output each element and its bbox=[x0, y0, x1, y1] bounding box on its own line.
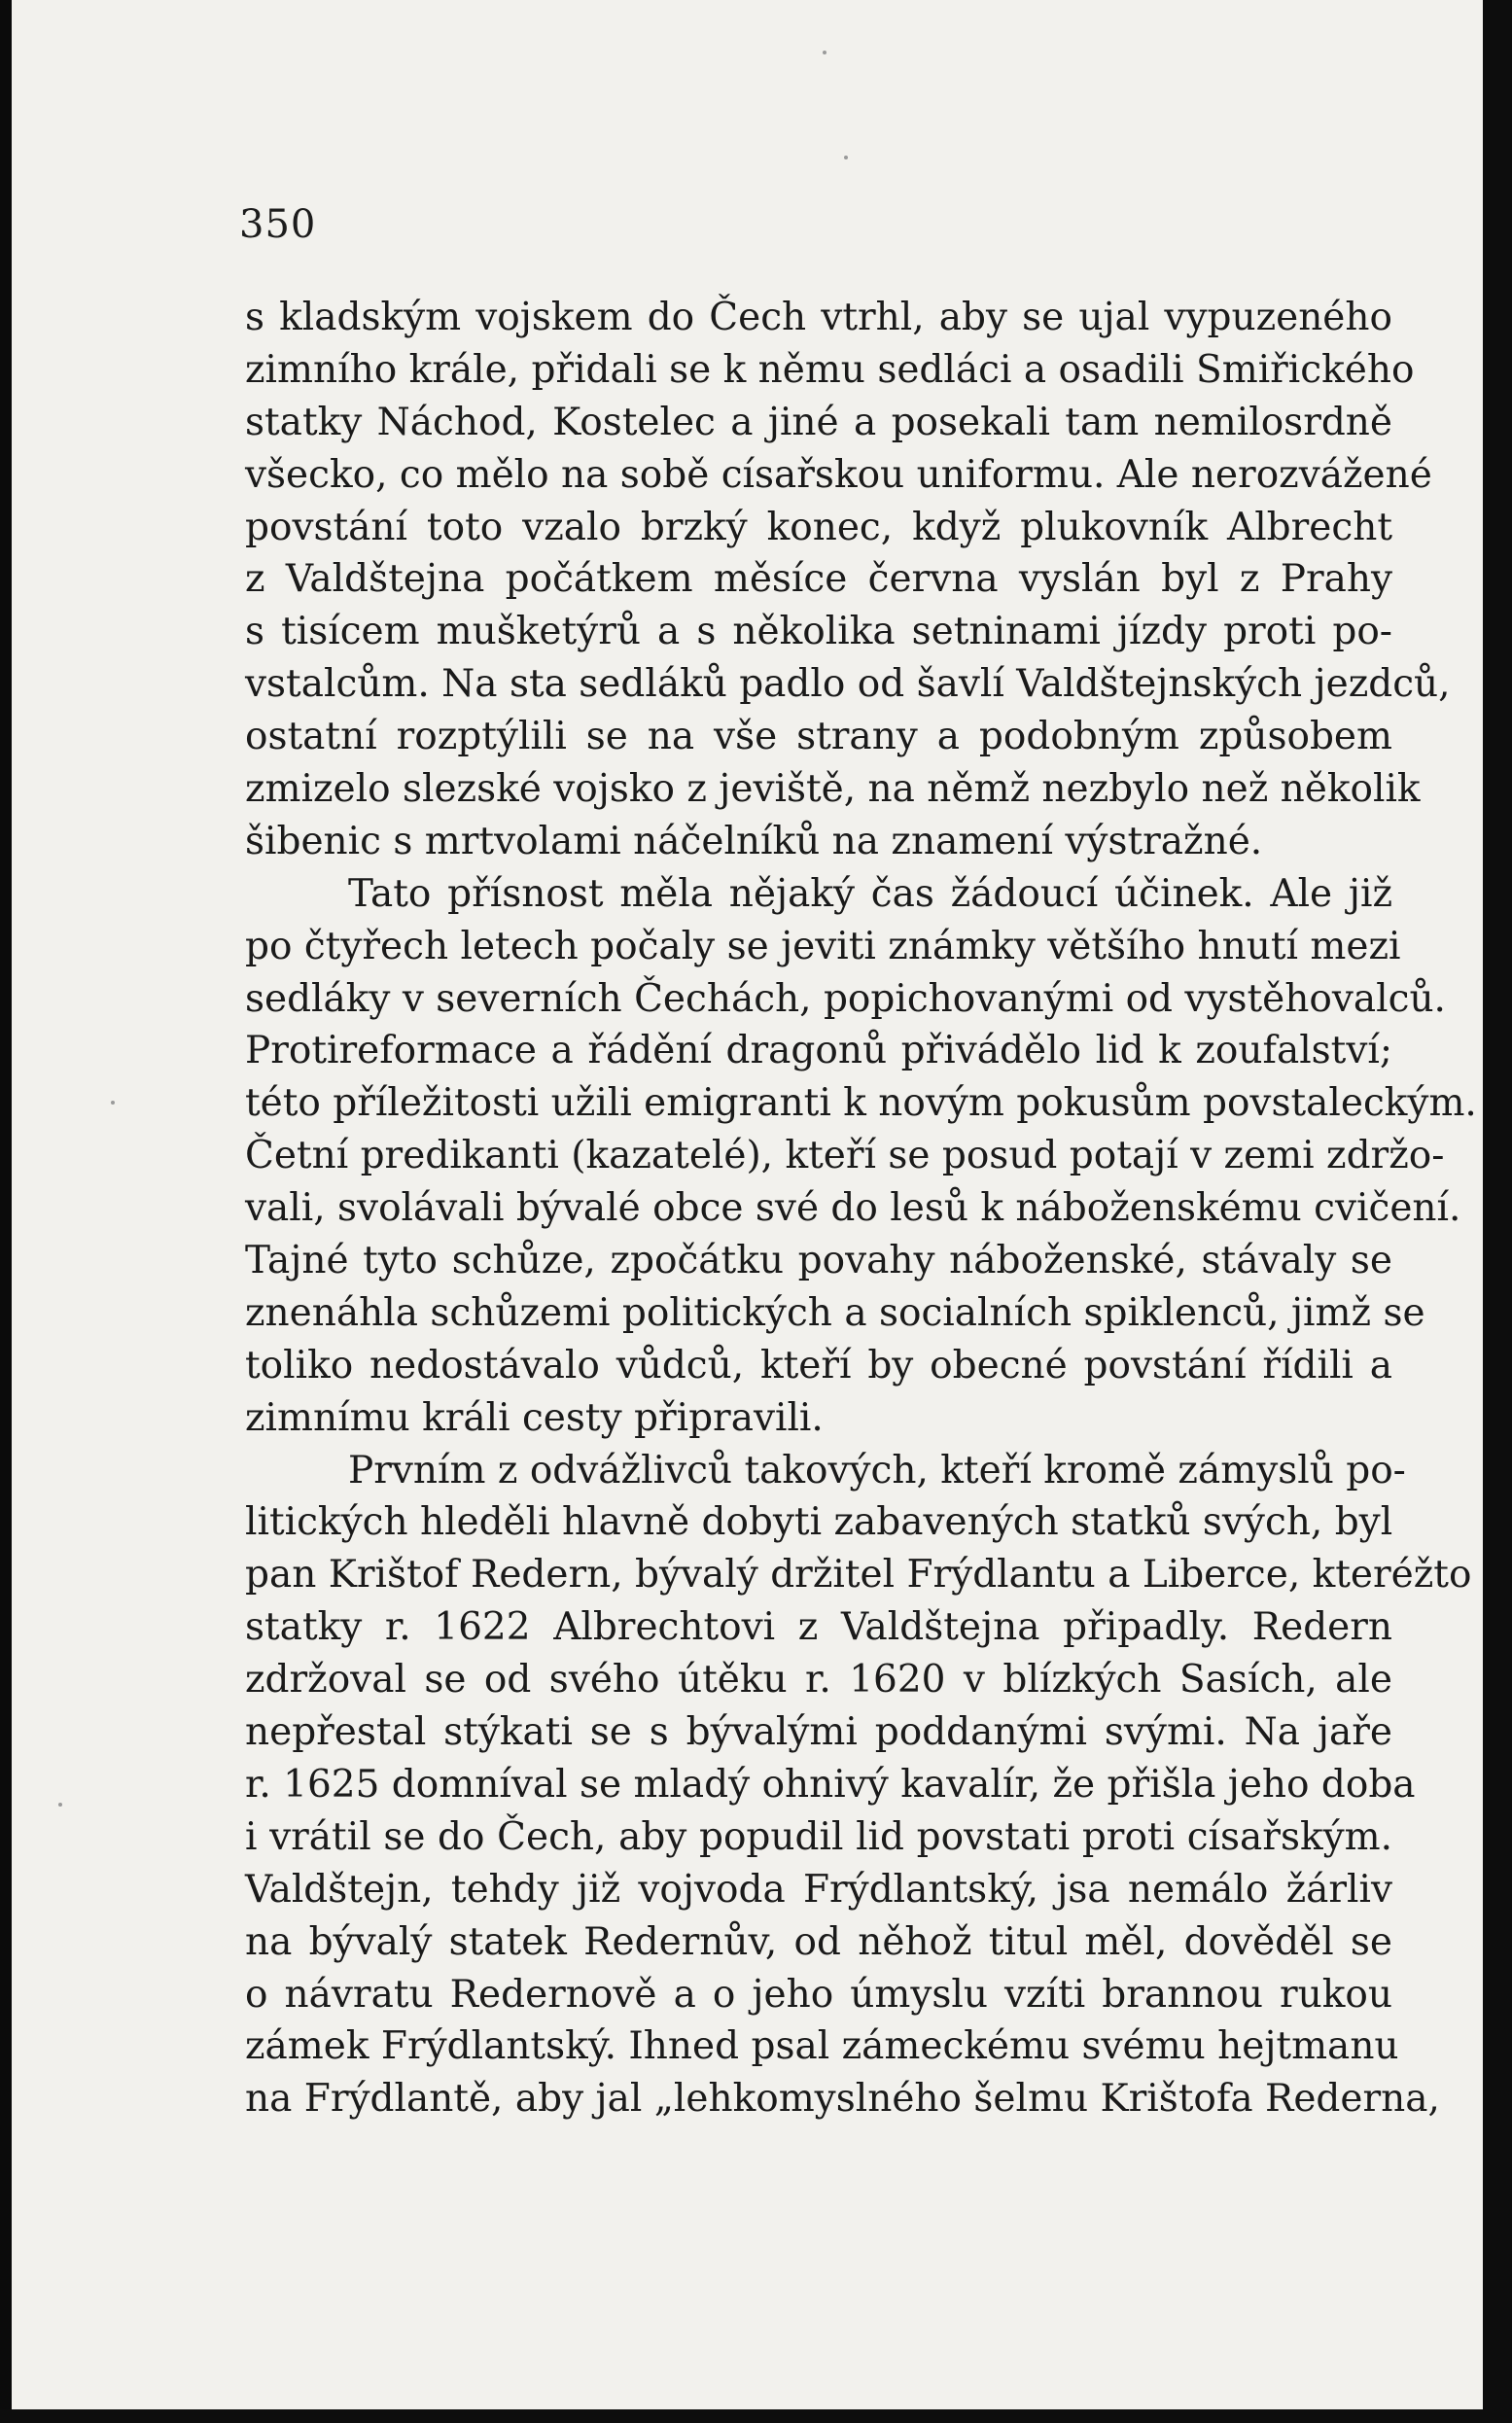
text-line: Tato přísnost měla nějaký čas žádoucí účinek. Ale již bbox=[348, 871, 1392, 916]
text-line: Tajné tyto schůze, zpočátku povahy náboženské, stávaly se bbox=[245, 1239, 1392, 1283]
paper-speck bbox=[844, 156, 848, 159]
paper-speck bbox=[58, 1803, 62, 1807]
text-line: šibenic s mrtvolami náčelníků na znamení výstražné. bbox=[245, 819, 1263, 863]
text-line: nepřestal stýkati se s bývalými poddanými svými. Na jaře bbox=[245, 1710, 1392, 1755]
text-line: toliko nedostávalo vůdců, kteří by obecné povstání řídili a bbox=[245, 1343, 1392, 1387]
text-line: po čtyřech letech počaly se jeviti známky většího hnutí mezi bbox=[245, 924, 1401, 968]
text-line: s tisícem mušketýrů a s několika setninami jízdy proti po- bbox=[245, 610, 1392, 654]
text-line: na Frýdlantě, aby jal „lehkomyslného šelmu Krištofa Rederna, bbox=[245, 2077, 1440, 2122]
text-line: vstalcům. Na sta sedláků padlo od šavlí Valdštejnských jezdců, bbox=[245, 662, 1451, 707]
text-line: litických hleděli hlavně dobyti zabavených statků svých, byl bbox=[245, 1500, 1393, 1545]
paper-speck bbox=[823, 51, 826, 54]
scan-border-bottom bbox=[0, 2409, 1512, 2423]
book-page bbox=[12, 0, 1483, 2409]
text-line: i vrátil se do Čech, aby popudil lid povstati proti císařským. bbox=[245, 1814, 1392, 1859]
text-line: této příležitosti užili emigranti k novým pokusům povstaleckým. bbox=[245, 1081, 1477, 1126]
text-line: zmizelo slezské vojsko z jeviště, na němž nezbylo než několik bbox=[245, 767, 1421, 812]
text-line: statky r. 1622 Albrechtovi z Valdštejna připadly. Redern bbox=[245, 1605, 1392, 1650]
text-line: Četní predikanti (kazatelé), kteří se posud potají v zemi zdržo- bbox=[245, 1134, 1445, 1178]
text-line: vali, svolávali bývalé obce své do lesů k náboženskému cvičení. bbox=[245, 1186, 1461, 1231]
text-line: zámek Frýdlantský. Ihned psal zámeckému svému hejtmanu bbox=[245, 2024, 1399, 2069]
text-line: na bývalý statek Redernův, od něhož titul měl, dověděl se bbox=[245, 1919, 1392, 1964]
text-line: zimnímu králi cesty připravili. bbox=[245, 1395, 824, 1440]
text-line: zdržoval se od svého útěku r. 1620 v blízkých Sasích, ale bbox=[245, 1658, 1392, 1703]
text-line: ostatní rozptýlili se na vše strany a podobným způsobem bbox=[245, 715, 1392, 759]
text-line: povstání toto vzalo brzký konec, když plukovník Albrecht bbox=[245, 505, 1392, 549]
text-line: r. 1625 domníval se mladý ohnivý kavalír, že přišla jeho doba bbox=[245, 1762, 1416, 1807]
text-line: zimního krále, přidali se k němu sedláci a osadili Smiřického bbox=[245, 347, 1415, 392]
scan-border-right bbox=[1483, 0, 1512, 2423]
text-line: statky Náchod, Kostelec a jiné a posekali tam nemilosrdně bbox=[245, 400, 1392, 444]
text-line: sedláky v severních Čechách, popichovanými od vystěhovalců. bbox=[245, 976, 1446, 1021]
body-text bbox=[245, 292, 1477, 2125]
page-number: 350 bbox=[239, 202, 317, 247]
text-line: Prvním z odvážlivců takových, kteří kromě zámyslů po- bbox=[348, 1448, 1406, 1492]
text-line: o návratu Redernově a o jeho úmyslu vzíti brannou rukou bbox=[245, 1972, 1392, 2017]
text-line: Valdštejn, tehdy již vojvoda Frýdlantský, jsa nemálo žárliv bbox=[245, 1867, 1392, 1912]
paper-speck bbox=[111, 1101, 115, 1105]
text-line: s kladským vojskem do Čech vtrhl, aby se ujal vypuzeného bbox=[245, 296, 1392, 339]
text-line: znenáhla schůzemi politických a socialních spiklenců, jimž se bbox=[245, 1290, 1425, 1335]
text-line: všecko, co mělo na sobě císařskou uniformu. Ale nerozvážené bbox=[245, 452, 1432, 497]
text-line: Protireformace a řádění dragonů přivádělo lid k zoufalství; bbox=[245, 1029, 1392, 1073]
text-line: z Valdštejna počátkem měsíce června vyslán byl z Prahy bbox=[245, 557, 1392, 602]
text-line: pan Krištof Redern, bývalý držitel Frýdlantu a Liberce, kteréžto bbox=[245, 1553, 1472, 1598]
